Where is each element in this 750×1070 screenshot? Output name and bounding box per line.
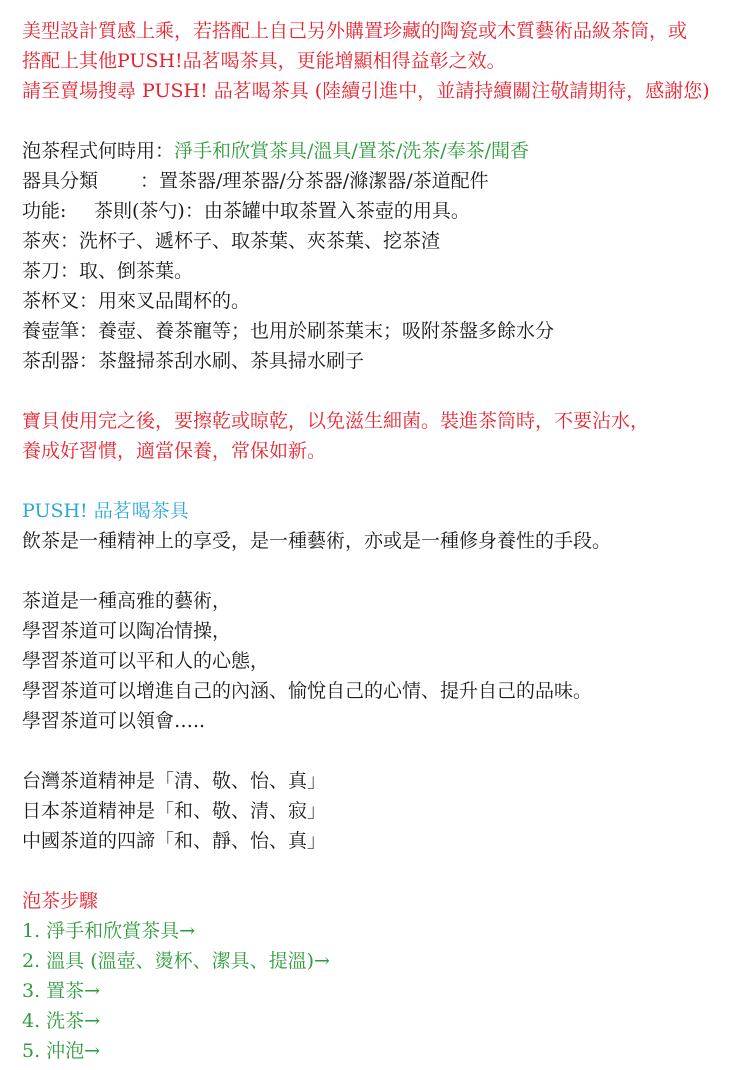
category-label: 器具分類 xyxy=(22,170,99,192)
care-line-1: 寶貝使用完之後，要擦乾或晾乾，以免滋生細菌。裝進茶筒時，不要沾水， xyxy=(22,410,650,432)
spirit-line: 台灣茶道精神是「清、敬、怡、真」 xyxy=(22,770,327,792)
function-label: 功能: xyxy=(22,200,67,222)
tools-section xyxy=(22,136,742,376)
care-line-2: 養成好習慣，適當保養，常保如新。 xyxy=(22,440,327,462)
tea-art-section xyxy=(22,586,742,736)
function-row xyxy=(22,196,742,226)
function-value: 茶則(茶勺)：由茶罐中取茶置入茶壺的用具。 xyxy=(94,200,470,222)
timing-label: 泡茶程式何時用： xyxy=(22,140,175,162)
tool-item: 茶夾：洗杯子、遞杯子、取茶葉、夾茶葉、挖茶渣 xyxy=(22,230,441,252)
tea-art-line: 茶道是一種高雅的藝術， xyxy=(22,590,232,612)
tea-art-line: 學習茶道可以平和人的心態， xyxy=(22,650,270,672)
step-item: 2. 溫具 (溫壺、燙杯、潔具、提溫)→ xyxy=(22,950,330,972)
spacer xyxy=(22,376,742,406)
timing-value: 淨手和欣賞茶具/溫具/置茶/洗茶/奉茶/聞香 xyxy=(174,140,530,162)
tool-item: 茶杯叉：用來叉品聞杯的。 xyxy=(22,290,251,312)
timing-row xyxy=(22,136,742,166)
category-row xyxy=(22,166,742,196)
step-item: 4. 洗茶→ xyxy=(22,1010,101,1032)
intro-line-1: 美型設計質感上乘，若搭配上自己另外購置珍藏的陶瓷或木質藝術品級茶筒，或 xyxy=(22,20,688,42)
spacer xyxy=(22,736,742,766)
category-value: ：置茶器/理茶器/分茶器/滌潔器/茶道配件 xyxy=(140,170,489,192)
spacer xyxy=(22,856,742,886)
tool-item: 茶刀：取、倒茶葉。 xyxy=(22,260,194,282)
step-item: 1. 淨手和欣賞茶具→ xyxy=(22,920,196,942)
steps-title: 泡茶步驟 xyxy=(22,890,99,912)
intro-line-3: 請至賣場搜尋 PUSH! 品茗喝茶具 (陸續引進中，並請持續關注敬請期待，感謝您) xyxy=(22,80,710,102)
step-item: 3. 置茶→ xyxy=(22,980,101,1002)
product-description xyxy=(22,16,742,1066)
care-section xyxy=(22,406,742,466)
spirit-section xyxy=(22,766,742,856)
brand-tagline: 飲茶是一種精神上的享受，是一種藝術，亦或是一種修身養性的手段。 xyxy=(22,530,612,552)
step-item: 5. 沖泡→ xyxy=(22,1040,101,1062)
tea-art-line: 學習茶道可以增進自己的內涵、愉悅自己的心情、提升自己的品味。 xyxy=(22,680,593,702)
spirit-line: 日本茶道精神是「和、敬、清、寂」 xyxy=(22,800,327,822)
spirit-line: 中國茶道的四諦「和、靜、怡、真」 xyxy=(22,830,327,852)
spacer xyxy=(22,466,742,496)
spacer xyxy=(22,106,742,136)
intro-line-2: 搭配上其他PUSH!品茗喝茶具，更能增顯相得益彰之效。 xyxy=(22,50,506,72)
intro-section xyxy=(22,16,742,106)
tea-art-line: 學習茶道可以領會….. xyxy=(22,710,206,732)
brand-section xyxy=(22,496,742,556)
tool-item: 茶刮器：茶盤掃茶刮水刷、茶具掃水刷子 xyxy=(22,350,365,372)
steps-section xyxy=(22,886,742,1066)
brand-title: PUSH! 品茗喝茶具 xyxy=(22,500,189,522)
spacer xyxy=(22,556,742,586)
tea-art-line: 學習茶道可以陶冶情操， xyxy=(22,620,232,642)
tool-item: 養壺筆：養壺、養茶寵等；也用於刷茶葉末；吸附茶盤多餘水分 xyxy=(22,320,555,342)
